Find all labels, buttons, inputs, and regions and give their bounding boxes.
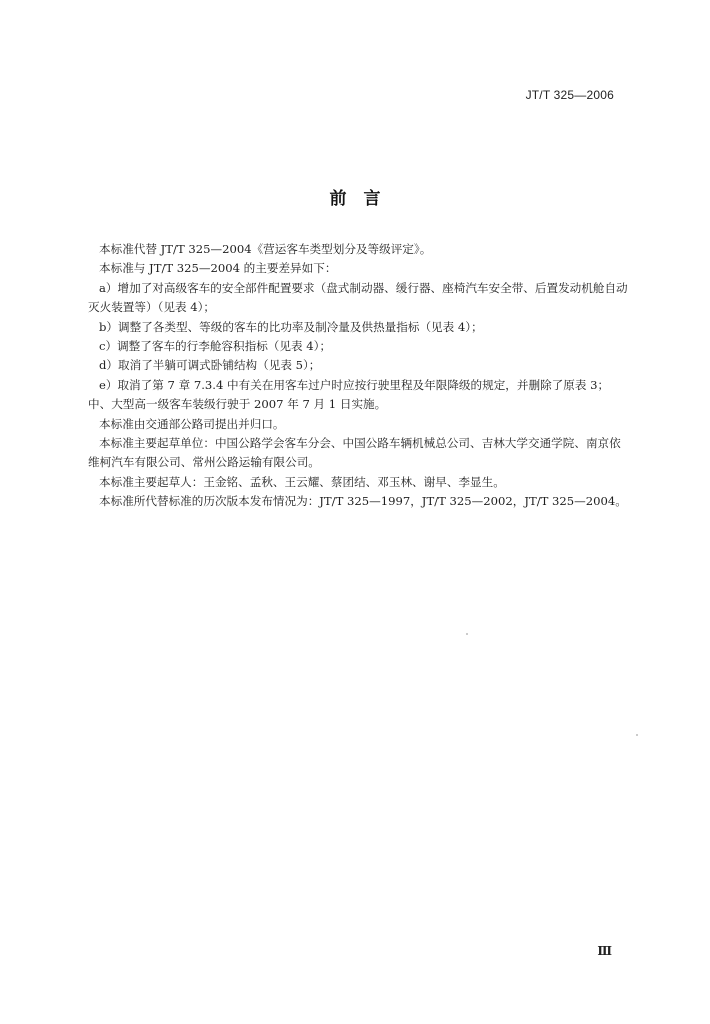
page-title: 前 言	[329, 189, 381, 209]
paragraph-drafting-units: 本标准主要起草单位：中国公路学会客车分会、中国公路车辆机械总公司、吉林大学交通学院、南京依维柯汽车有限公司、常州公路运输有限公司。	[88, 436, 621, 470]
paragraph-differences-intro: 本标准与 JT/T 325—2004 的主要差异如下：	[99, 261, 337, 276]
paragraph-replaces: 本标准代替 JT/T 325—2004《营运客车类型划分及等级评定》。	[99, 242, 432, 256]
scan-speck	[636, 734, 638, 736]
list-item-a: a）增加了对高级客车的安全部件配置要求（盘式制动器、缓行器、座椅汽车安全带、后置发动机舱自动灭火装置等）（见表 4）；	[88, 280, 628, 315]
standard-code: JT/T 325—2006	[525, 88, 614, 102]
page-number: Ⅲ	[597, 944, 612, 958]
preface-body	[88, 240, 630, 512]
paragraph-drafters: 本标准主要起草人：王金铭、孟秋、王云耀、蔡团结、邓玉林、谢早、李显生。	[99, 474, 505, 489]
list-item-d: d）取消了半躺可调式卧铺结构（见表 5）；	[99, 358, 321, 373]
scan-speck	[466, 633, 468, 635]
paragraph-version-history: 本标准所代替标准的历次版本发布情况为：JT/T 325—1997，JT/T 325—2002，JT/T 325—2004。	[99, 494, 627, 509]
paragraph-proposed-by: 本标准由交通部公路司提出并归口。	[99, 416, 285, 431]
list-item-b: b）调整了各类型、等级的客车的比功率及制冷量及供热量指标（见表 4）；	[99, 319, 483, 334]
list-item-c: c）调整了客车的行李舱容积指标（见表 4）；	[99, 339, 332, 354]
list-item-e: e）取消了第 7 章 7.3.4 中有关在用客车过户时应按行驶里程及年限降级的规定，并删除了原表 3；中、大型高一级客车装级行驶于 2007 年 7 月 1 日实施。	[88, 377, 610, 412]
